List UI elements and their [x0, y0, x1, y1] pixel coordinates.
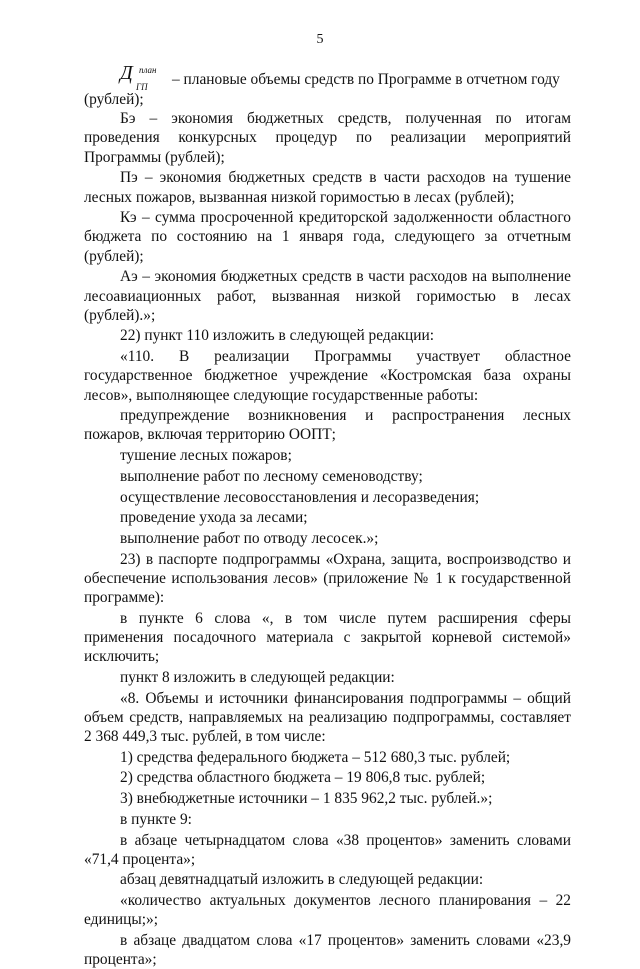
paragraph: 23) в паспорте подпрограммы «Охрана, защита, воспроизводство и обеспечение использования лесов» (приложение № 1 к государственной программе): [84, 550, 571, 607]
paragraph: Аэ – экономия бюджетных средств в части расходов на выполнение лесоавиационных работ, вызванная низкой горимостью в лесах (рублей).»; [84, 268, 571, 324]
paragraph: 2) средства областного бюджета – 19 806,8 тыс. рублей; [120, 769, 486, 787]
formula-subscript: ГП [136, 82, 148, 92]
paragraph: предупреждение возникновения и распространения лесных пожаров, включая территорию ООПТ; [84, 407, 571, 444]
formula-definition [84, 60, 571, 90]
paragraph: «110. В реализации Программы участвует областное государственное бюджетное учреждение «Костромская база охраны лесов», выполняющее следующие государственные работы: [84, 348, 571, 404]
paragraph: тушение лесных пожаров; [120, 447, 292, 465]
paragraph: в пункте 6 слова «, в том числе путем расширения сферы применения посадочного материала с закрытой корневой системой» исключить; [84, 609, 571, 666]
paragraph: выполнение работ по лесному семеноводству; [120, 467, 423, 485]
paragraph: «количество актуальных документов лесного планирования – 22 единицы;»; [84, 892, 571, 929]
formula-description: – плановые объемы средств по Программе в отчетном году [172, 71, 560, 88]
paragraph: 1) средства федерального бюджета – 512 680,3 тыс. рублей; [120, 748, 511, 766]
paragraph: в абзаце четырнадцатом слова «38 процентов» заменить словами «71,4 процента»; [84, 831, 571, 868]
formula-description-cont: (рублей); [84, 91, 144, 108]
paragraph: проведение ухода за лесами; [120, 509, 308, 527]
paragraph: Пэ – экономия бюджетных средств в части расходов на тушение лесных пожаров, вызванная низкой горимостью в лесах (рублей); [84, 169, 571, 206]
page-number: 5 [316, 32, 324, 47]
document-body [84, 60, 571, 969]
paragraph: абзац девятнадцатый изложить в следующей редакции: [120, 871, 484, 889]
paragraph: «8. Объемы и источники финансирования подпрограммы – общий объем средств, направляемых на реализацию подпрограммы, составляет 2 368 449,3 тыс. рублей, в том числе: [84, 689, 571, 745]
paragraph: в пункте 9: [120, 810, 192, 828]
paragraph: пункт 8 изложить в следующей редакции: [120, 668, 395, 686]
formula-symbol: Д [120, 62, 133, 84]
paragraph: осуществление лесовосстановления и лесоразведения; [120, 488, 480, 506]
paragraph: в абзаце двадцатом слова «17 процентов» заменить словами «23,9 процента»; [84, 932, 571, 969]
paragraph: Бэ – экономия бюджетных средств, полученная по итогам проведения конкурсных процедур по реализации мероприятий Программы (рублей); [84, 110, 571, 166]
paragraph: Кэ – сумма просроченной кредиторской задолженности областного бюджета по состоянию на 1 января года, следующего за отчетным (рублей); [84, 209, 571, 265]
paragraph: 3) внебюджетные источники – 1 835 962,2 тыс. рублей.»; [120, 790, 493, 808]
formula-superscript: план [139, 65, 157, 75]
paragraph: 22) пункт 110 изложить в следующей редакции: [120, 327, 435, 345]
paragraph: выполнение работ по отводу лесосек.»; [120, 529, 379, 547]
